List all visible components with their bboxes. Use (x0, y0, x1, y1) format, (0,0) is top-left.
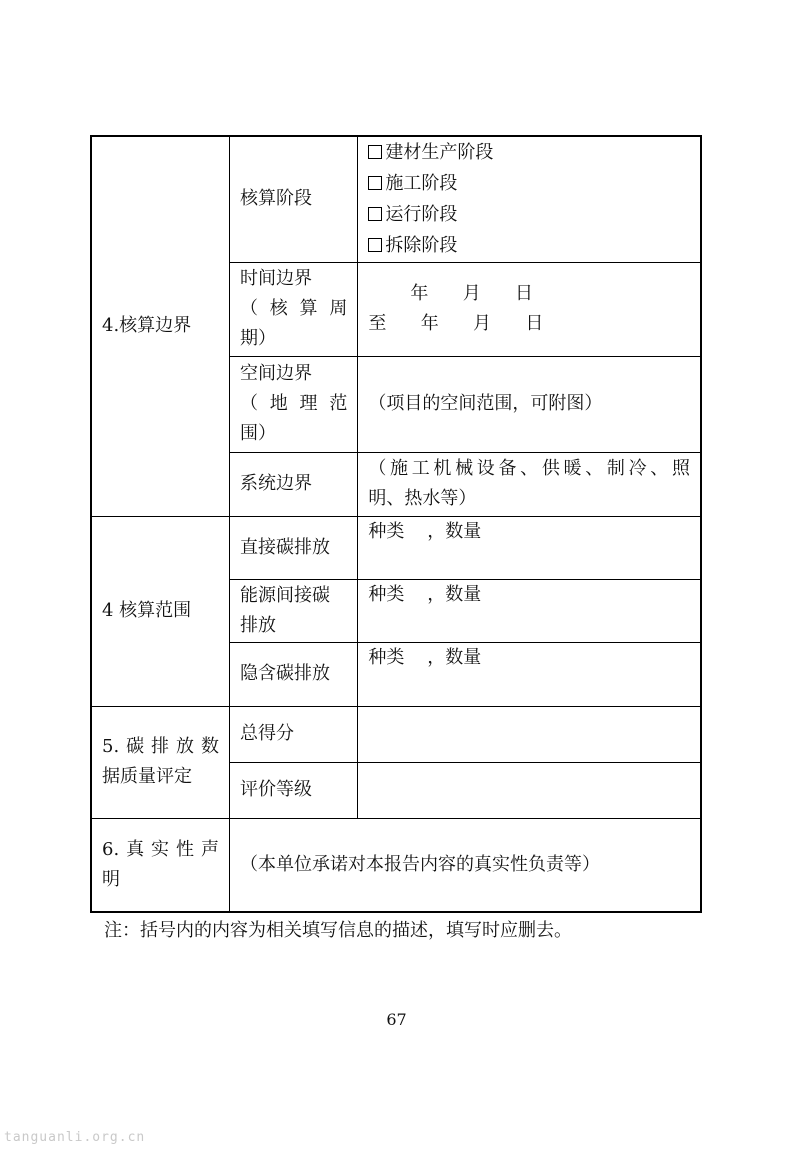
stage-option-construction[interactable]: 施工阶段 (368, 168, 690, 199)
watermark: tanguanli.org.cn (4, 1130, 146, 1145)
grade-label: 评价等级 (229, 762, 357, 818)
row-direct (91, 516, 701, 579)
space-boundary-label: 空间边界 （地理范 围） (229, 356, 357, 452)
system-boundary-label: 系统边界 (229, 452, 357, 516)
embodied-emission-label: 隐含碳排放 (229, 642, 357, 706)
total-score-value[interactable] (358, 706, 701, 762)
time-boundary-label: 时间边界 （核算周 期） (229, 262, 357, 356)
section4-boundary-label: 4.核算边界 (91, 136, 229, 516)
total-score-label: 总得分 (229, 706, 357, 762)
stage-options (358, 136, 701, 262)
grade-value[interactable] (358, 762, 701, 818)
carbon-report-form-table (90, 135, 702, 913)
energy-indirect-value[interactable]: 种类 ，数量 (358, 579, 701, 642)
time-boundary-value[interactable]: 年 月 日 至 年 月 日 (358, 262, 701, 356)
section5-label: 5.碳排放数 据质量评定 (91, 706, 229, 818)
stage-option-operation[interactable]: 运行阶段 (368, 199, 690, 230)
declaration-value[interactable]: （本单位承诺对本报告内容的真实性负责等） (229, 818, 701, 912)
row-score (91, 706, 701, 762)
space-boundary-value[interactable]: （项目的空间范围，可附图） (358, 356, 701, 452)
embodied-emission-value[interactable]: 种类 ，数量 (358, 642, 701, 706)
checkbox-icon[interactable] (368, 176, 382, 190)
section6-label: 6.真实性声 明 (91, 818, 229, 912)
section4-scope-label: 4 核算范围 (91, 516, 229, 706)
row-stage (91, 136, 701, 262)
row-declaration (91, 818, 701, 912)
stage-option-demolition[interactable]: 拆除阶段 (368, 230, 690, 261)
system-boundary-value[interactable]: （施工机械设备、供暖、制冷、照 明、热水等） (358, 452, 701, 516)
direct-emission-label: 直接碳排放 (229, 516, 357, 579)
stage-option-material[interactable]: 建材生产阶段 (368, 137, 690, 168)
stage-label: 核算阶段 (229, 136, 357, 262)
direct-emission-value[interactable]: 种类 ，数量 (358, 516, 701, 579)
energy-indirect-label: 能源间接碳 排放 (229, 579, 357, 642)
checkbox-icon[interactable] (368, 238, 382, 252)
page-number: 67 (386, 1010, 407, 1029)
checkbox-icon[interactable] (368, 207, 382, 221)
footnote: 注：括号内的内容为相关填写信息的描述，填写时应删去。 (104, 920, 572, 941)
checkbox-icon[interactable] (368, 145, 382, 159)
